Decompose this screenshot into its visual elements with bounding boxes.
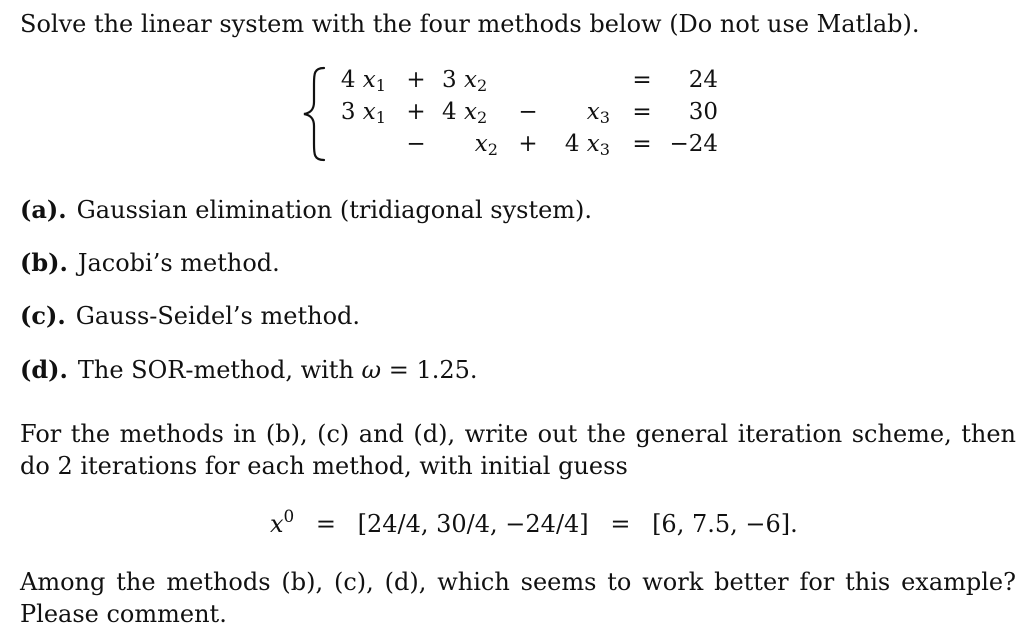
term-2: $x_2$ bbox=[474, 131, 498, 160]
term-3: 4 $x_3$ bbox=[564, 131, 610, 160]
initial-guess-fractions: [24/4, 30/4, −24/4] bbox=[357, 510, 589, 538]
initial-guess-values: [6, 7.5, −6]. bbox=[652, 510, 798, 538]
linear-system bbox=[300, 64, 720, 164]
equals-sign: = bbox=[315, 510, 336, 538]
right-hand-side: 24 bbox=[688, 67, 718, 93]
left-brace-icon bbox=[300, 66, 330, 162]
operator-1: − bbox=[406, 131, 426, 157]
right-hand-side: 30 bbox=[688, 99, 718, 125]
problem-intro: Solve the linear system with the four methods below (Do not use Matlab). bbox=[20, 10, 920, 38]
operator-2: − bbox=[518, 99, 538, 125]
instructions-paragraph: For the methods in (b), (c) and (d), write out the general iteration scheme, then do 2 iterations for each method, with initial guess bbox=[20, 420, 1016, 480]
item-label: (d). bbox=[20, 355, 68, 384]
right-hand-side: −24 bbox=[669, 131, 718, 157]
method-item-d bbox=[20, 354, 478, 386]
equals-sign: = bbox=[632, 99, 652, 125]
equals-sign: = bbox=[632, 67, 652, 93]
operator-2: + bbox=[518, 131, 538, 157]
initial-guess-var: x bbox=[270, 510, 284, 538]
term-1: 3 $x_1$ bbox=[340, 99, 386, 128]
item-label: (c). bbox=[20, 301, 66, 330]
operator-2 bbox=[514, 64, 542, 96]
item-text: The SOR-method, with bbox=[77, 356, 362, 384]
question-paragraph: Among the methods (b), (c), (d), which seems to work better for this example? Please comment. bbox=[20, 568, 1016, 628]
method-item-c bbox=[20, 300, 360, 332]
equals-sign: = bbox=[632, 131, 652, 157]
term-1: 4 $x_1$ bbox=[340, 67, 386, 96]
item-text: Gauss-Seidel’s method. bbox=[75, 302, 361, 330]
initial-guess-sup: 0 bbox=[283, 505, 295, 526]
equals-sign: = bbox=[610, 510, 631, 538]
item-text: Jacobi’s method. bbox=[77, 249, 280, 277]
term-2: 3 $x_2$ bbox=[442, 67, 488, 96]
term-1 bbox=[338, 128, 386, 160]
initial-guess-equation bbox=[270, 505, 798, 540]
term-3: $x_3$ bbox=[586, 99, 610, 128]
method-item-b bbox=[20, 247, 280, 279]
omega-symbol: ω bbox=[361, 356, 382, 384]
operator-1: + bbox=[406, 99, 426, 125]
term-3 bbox=[554, 64, 610, 96]
operator-1: + bbox=[406, 67, 426, 93]
item-text-after: = 1.25. bbox=[381, 356, 478, 384]
method-item-a bbox=[20, 194, 592, 226]
item-label: (a). bbox=[20, 195, 67, 224]
item-label: (b). bbox=[20, 248, 68, 277]
item-text: Gaussian elimination (tridiagonal system). bbox=[76, 196, 593, 224]
term-2: 4 $x_2$ bbox=[442, 99, 488, 128]
